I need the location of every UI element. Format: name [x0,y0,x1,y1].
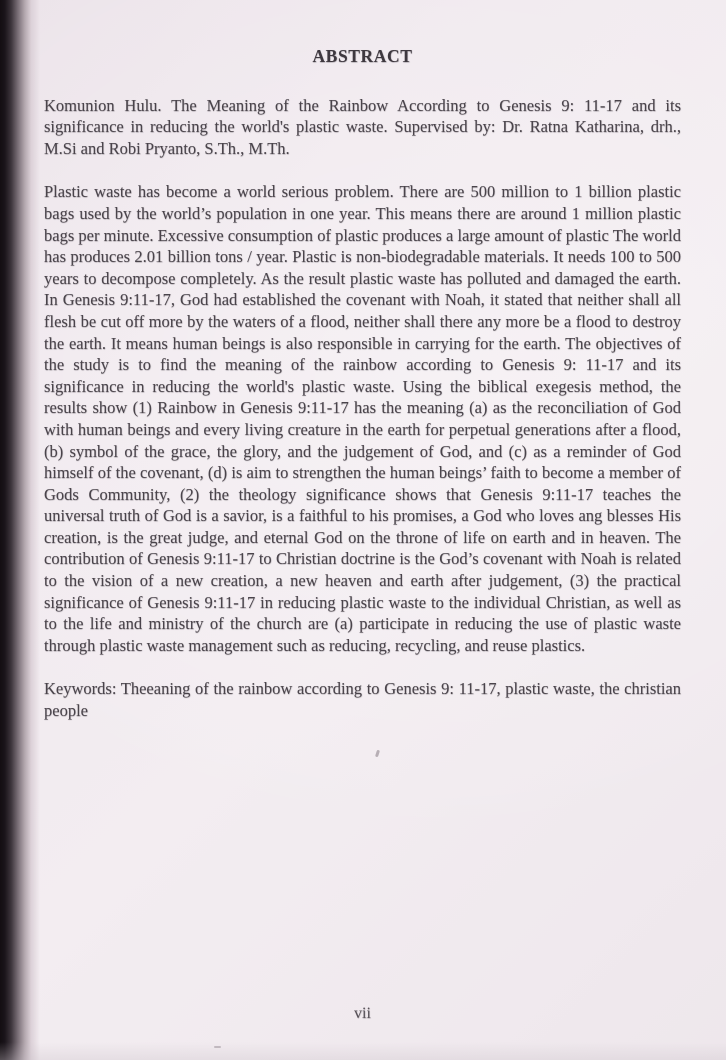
book-binding-shadow [0,0,40,1060]
page-bottom-shading [0,1042,726,1060]
page-title: ABSTRACT [312,46,413,66]
abstract-page-content [44,0,681,722]
abstract-body-paragraph: Plastic waste has become a world serious problem. There are 500 million to 1 billion plastic bags used by the world’s population in one year. This means there are around 1 million plastic bags per minute. Excessive consumption of plastic produces a large amount of plastic The world has produces 2.01 billion tons / year. Plastic is non-biodegradable materials. It needs 100 to 500 years to decompose completely. As the result plastic waste has polluted and damaged the earth. In Genesis 9:11-17, God had established the covenant with Noah, it stated that neither shall all flesh be cut off more by the waters of a flood, neither shall there any more be a flood to destroy the earth. It means human beings is also responsible in carrying for the earth. The objectives of the study is to find the meaning of the rainbow according to Genesis 9: 11-17 and its significance in reducing the world's plastic waste. Using the biblical exegesis method, the results show (1) Rainbow in Genesis 9:11-17 has the meaning (a) as the reconciliation of God with human beings and every living creature in the earth for perpetual generations after a flood, (b) symbol of the grace, the glory, and the judgement of God, and (c) as a reminder of God himself of the covenant, (d) is aim to strengthen the human beings’ faith to become a member of Gods Community, (2) the theology significance shows that Genesis 9:11-17 teaches the universal truth of God is a savior, is a faithful to his promises, a God who loves ang blesses His creation, is the great judge, and eternal God on the throne of life on earth and in heaven. The contribution of Genesis 9:11-17 to Christian doctrine is the God’s covenant with Noah is related to the vision of a new creation, a new heaven and earth after judgement, (3) the practical significance of Genesis 9:11-17 in reducing plastic waste to the individual Christian, as well as to the life and ministry of the church are (a) participate in reducing the use of plastic waste through plastic waste management such as reducing, recycling, and reuse plastics. [44,182,681,655]
page-number: vii [354,1005,371,1022]
supervision-paragraph: Komunion Hulu. The Meaning of the Rainbow According to Genesis 9: 11-17 and its significance in reducing the world's plastic waste. Supervised by: Dr. Ratna Katharina, drh., M.Si and Robi Pryanto, S.Th., M.Th. [44,95,681,158]
scan-speck-mark [214,1046,221,1048]
keywords-paragraph: Keywords: Theeaning of the rainbow according to Genesis 9: 11-17, plastic waste, the christian people [44,679,681,721]
scan-artifact-mark [375,750,380,758]
page-footer [44,1005,681,1023]
